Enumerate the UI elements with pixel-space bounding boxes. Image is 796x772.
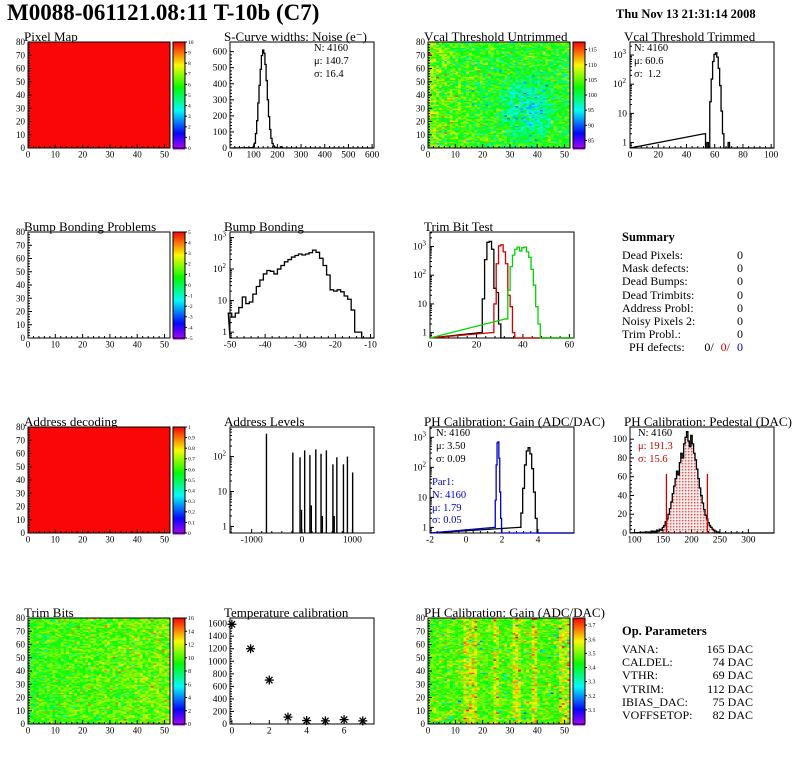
chart-canvas-ph-gain-map <box>404 606 604 761</box>
op-parameter-label: VTRIM: <box>622 681 664 696</box>
stats-box <box>634 43 668 81</box>
summary-row-label: Trim Probl.: <box>622 327 681 342</box>
summary-row-label: PH defects: <box>629 340 685 355</box>
panel-pixel-map <box>4 30 204 208</box>
chart-canvas-bump-bonding <box>204 220 404 375</box>
summary-row <box>622 275 743 288</box>
op-parameter-value: 112 DAC <box>707 681 753 696</box>
chart-canvas-trim-bits-map <box>4 606 204 761</box>
stats-line: Par1: <box>432 477 455 488</box>
panel-trim-bits-map <box>4 606 204 772</box>
summary-row <box>622 302 743 315</box>
summary-row-value: 0 <box>737 274 743 289</box>
stats-line: σ: 1.2 <box>634 68 661 80</box>
stats-line: μ: 191.3 <box>638 441 673 452</box>
op-parameter-value: 75 DAC <box>712 694 753 709</box>
panel-vcal-untrimmed <box>404 30 604 208</box>
chart-canvas-temperature-calibration <box>204 606 404 761</box>
stats-box <box>638 441 673 467</box>
panel-address-decoding <box>4 415 204 593</box>
panel-ph-pedestal <box>604 415 796 593</box>
op-parameter-label: VOFFSETOP: <box>622 707 693 722</box>
ph-defects-values <box>697 341 743 354</box>
summary-row-value: 0 <box>737 313 743 328</box>
stats-box <box>436 428 470 466</box>
ph-defects-value: 0 <box>737 340 743 355</box>
op-parameter-row <box>622 669 753 682</box>
stats-line: N: 4160 <box>638 428 673 439</box>
stats-line: N: 4160 <box>432 489 467 501</box>
summary-panel <box>622 230 743 355</box>
summary-row-label: Noisy Pixels 2: <box>622 313 696 328</box>
stats-line: μ: 1.79 <box>432 502 462 514</box>
stats-box <box>432 477 466 528</box>
stats-line: σ: 0.09 <box>436 453 466 465</box>
op-parameters-rows <box>622 643 753 722</box>
op-parameter-row <box>622 709 753 722</box>
op-parameter-row <box>622 696 753 709</box>
panel-temperature-calibration <box>204 606 404 772</box>
stats-box <box>638 428 672 441</box>
stats-line: N: 4160 <box>634 43 669 54</box>
panel-bump-bonding <box>204 220 404 398</box>
stats-line: μ: 60.6 <box>634 55 664 67</box>
stats-line: σ: 16.4 <box>314 68 344 80</box>
stats-box <box>314 43 349 81</box>
summary-row-label: Dead Trimbits: <box>622 287 695 302</box>
chart-canvas-address-levels <box>204 415 404 570</box>
op-parameter-label: VANA: <box>622 642 659 656</box>
op-parameter-value: 74 DAC <box>712 655 753 670</box>
ph-defects-value: 0/ <box>720 340 730 355</box>
op-parameter-value: 82 DAC <box>712 707 753 722</box>
summary-row-ph-defects <box>622 341 743 354</box>
chart-canvas-trim-bit-test <box>404 220 604 375</box>
panel-address-levels <box>204 415 404 593</box>
summary-row-label: Dead Bumps: <box>622 274 688 289</box>
chart-canvas-address-decoding <box>4 415 204 570</box>
panel-scurve-noise <box>204 30 404 208</box>
panel-trim-bit-test <box>404 220 604 398</box>
op-parameter-label: IBIAS_DAC: <box>622 694 689 709</box>
ph-defects-value: 0/ <box>704 340 714 355</box>
panel-ph-gain-map <box>404 606 604 772</box>
summary-row-value: 0 <box>737 327 743 342</box>
stats-line: N: 4160 <box>436 428 471 439</box>
chart-canvas-bump-problems <box>4 220 204 375</box>
chart-canvas-ph-pedestal <box>604 415 796 570</box>
panel-ph-gain-hist <box>404 415 604 593</box>
stats-line: σ: 15.6 <box>638 453 668 465</box>
summary-row <box>622 289 743 302</box>
summary-row-value: 0 <box>737 287 743 302</box>
stats-line: μ: 140.7 <box>314 55 349 67</box>
op-parameter-label: VTHR: <box>622 668 658 683</box>
stats-line: μ: 3.50 <box>436 440 466 452</box>
op-parameter-row <box>622 683 753 696</box>
summary-row-label: Address Probl: <box>622 300 694 315</box>
summary-row-value: 0 <box>737 261 743 276</box>
panel-vcal-trimmed <box>604 30 796 208</box>
summary-rows <box>622 249 743 355</box>
stats-line: σ: 0.05 <box>432 515 462 527</box>
op-parameter-value: 165 DAC <box>706 642 753 656</box>
report-date: Thu Nov 13 21:31:14 2008 <box>616 7 756 21</box>
summary-row-label: Mask defects: <box>622 261 689 276</box>
op-parameters-panel <box>622 624 753 722</box>
page-title: M0088-061121.08:11 T-10b (C7) <box>7 0 320 25</box>
chart-canvas-pixel-map <box>4 30 204 185</box>
summary-row-value: 0 <box>737 300 743 315</box>
summary-row-label: Dead Pixels: <box>622 248 683 262</box>
panel-bump-problems <box>4 220 204 398</box>
op-parameter-value: 69 DAC <box>712 668 753 683</box>
summary-row-value: 0 <box>737 248 743 262</box>
chart-canvas-vcal-trimmed <box>604 30 796 185</box>
summary-title: Summary <box>622 230 675 244</box>
op-parameters-title: Op. Parameters <box>622 624 707 638</box>
chart-canvas-vcal-untrimmed <box>404 30 604 185</box>
chart-canvas-scurve-noise <box>204 30 404 185</box>
stats-line: N: 4160 <box>314 43 349 54</box>
op-parameter-label: CALDEL: <box>622 655 673 670</box>
